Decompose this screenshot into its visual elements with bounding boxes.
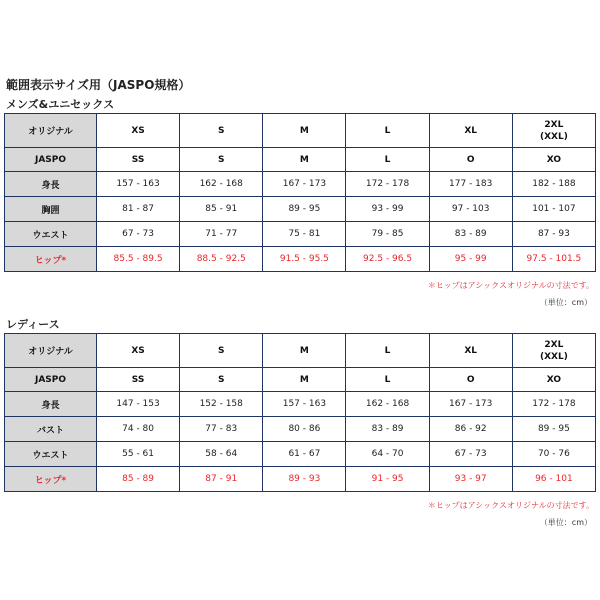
value-cell: 79 - 85 (346, 222, 429, 247)
hip-footnote: ＊ヒップはアシックスオリジナルの寸法です。 (427, 501, 594, 510)
size-cell: L (346, 368, 429, 392)
value-cell: 83 - 89 (346, 417, 429, 442)
table-row-hip (5, 467, 596, 492)
row-header: JASPO (5, 148, 97, 172)
value-cell: 71 - 77 (180, 222, 263, 247)
value-cell: 67 - 73 (429, 442, 512, 467)
table-row-height (5, 392, 596, 417)
table-row-jaspo (5, 368, 596, 392)
value-cell: 97.5 - 101.5 (512, 247, 595, 272)
size-cell: XL (429, 334, 512, 368)
row-header: ウエスト (5, 442, 97, 467)
hip-footnote: ＊ヒップはアシックスオリジナルの寸法です。 (427, 281, 594, 290)
size-cell: 2XL (XXL) (512, 334, 595, 368)
value-cell: 97 - 103 (429, 197, 512, 222)
row-header: オリジナル (5, 334, 97, 368)
value-cell: 162 - 168 (346, 392, 429, 417)
size-cell: XO (512, 148, 595, 172)
size-cell: M (263, 148, 346, 172)
size-cell: O (429, 148, 512, 172)
size-cell: SS (97, 148, 180, 172)
value-cell: 93 - 97 (429, 467, 512, 492)
value-cell: 89 - 95 (263, 197, 346, 222)
value-cell: 70 - 76 (512, 442, 595, 467)
row-header: JASPO (5, 368, 97, 392)
row-header: 胸囲 (5, 197, 97, 222)
table-row-chest (5, 197, 596, 222)
table-row-hip (5, 247, 596, 272)
value-cell: 147 - 153 (97, 392, 180, 417)
size-cell: XO (512, 368, 595, 392)
value-cell: 182 - 188 (512, 172, 595, 197)
value-cell: 74 - 80 (97, 417, 180, 442)
table-row-original (5, 334, 596, 368)
value-cell: 86 - 92 (429, 417, 512, 442)
value-cell: 92.5 - 96.5 (346, 247, 429, 272)
value-cell: 55 - 61 (97, 442, 180, 467)
value-cell: 89 - 95 (512, 417, 595, 442)
value-cell: 85.5 - 89.5 (97, 247, 180, 272)
table-row-waist (5, 222, 596, 247)
table-row-bust (5, 417, 596, 442)
value-cell: 167 - 173 (429, 392, 512, 417)
value-cell: 152 - 158 (180, 392, 263, 417)
row-header: 身長 (5, 172, 97, 197)
value-cell: 95 - 99 (429, 247, 512, 272)
value-cell: 172 - 178 (346, 172, 429, 197)
value-cell: 177 - 183 (429, 172, 512, 197)
size-table-ladies (4, 333, 596, 492)
size-cell: M (263, 334, 346, 368)
value-cell: 67 - 73 (97, 222, 180, 247)
value-cell: 61 - 67 (263, 442, 346, 467)
table-row-height (5, 172, 596, 197)
table-row-original (5, 114, 596, 148)
row-header: 身長 (5, 392, 97, 417)
size-cell: 2XL (XXL) (512, 114, 595, 148)
value-cell: 58 - 64 (180, 442, 263, 467)
size-table-mens (4, 113, 596, 272)
value-cell: 80 - 86 (263, 417, 346, 442)
value-cell: 77 - 83 (180, 417, 263, 442)
size-cell: XL (429, 114, 512, 148)
size-cell: L (346, 114, 429, 148)
size-cell: O (429, 368, 512, 392)
value-cell: 101 - 107 (512, 197, 595, 222)
row-header: ヒップ* (5, 247, 97, 272)
value-cell: 85 - 89 (97, 467, 180, 492)
row-header: バスト (5, 417, 97, 442)
value-cell: 83 - 89 (429, 222, 512, 247)
value-cell: 91.5 - 95.5 (263, 247, 346, 272)
value-cell: 157 - 163 (263, 392, 346, 417)
size-cell: SS (97, 368, 180, 392)
size-cell: S (180, 114, 263, 148)
size-cell: S (180, 368, 263, 392)
value-cell: 88.5 - 92.5 (180, 247, 263, 272)
value-cell: 157 - 163 (97, 172, 180, 197)
value-cell: 172 - 178 (512, 392, 595, 417)
value-cell: 96 - 101 (512, 467, 595, 492)
value-cell: 91 - 95 (346, 467, 429, 492)
size-cell: L (346, 148, 429, 172)
value-cell: 93 - 99 (346, 197, 429, 222)
value-cell: 81 - 87 (97, 197, 180, 222)
row-header: オリジナル (5, 114, 97, 148)
section-title-mens: メンズ&ユニセックス (6, 98, 115, 111)
section-title-ladies: レディース (6, 318, 60, 331)
size-cell: L (346, 334, 429, 368)
value-cell: 87 - 91 (180, 467, 263, 492)
value-cell: 162 - 168 (180, 172, 263, 197)
size-cell: XS (97, 114, 180, 148)
value-cell: 87 - 93 (512, 222, 595, 247)
table-row-waist (5, 442, 596, 467)
value-cell: 75 - 81 (263, 222, 346, 247)
size-cell: M (263, 368, 346, 392)
size-cell: S (180, 148, 263, 172)
unit-note: （単位：cm） (539, 298, 592, 307)
page-title: 範囲表示サイズ用（JASPO規格） (6, 78, 191, 92)
size-cell: XS (97, 334, 180, 368)
unit-note: （単位：cm） (539, 518, 592, 527)
row-header: ヒップ* (5, 467, 97, 492)
row-header: ウエスト (5, 222, 97, 247)
value-cell: 64 - 70 (346, 442, 429, 467)
value-cell: 85 - 91 (180, 197, 263, 222)
size-cell: M (263, 114, 346, 148)
value-cell: 167 - 173 (263, 172, 346, 197)
size-cell: S (180, 334, 263, 368)
value-cell: 89 - 93 (263, 467, 346, 492)
table-row-jaspo (5, 148, 596, 172)
